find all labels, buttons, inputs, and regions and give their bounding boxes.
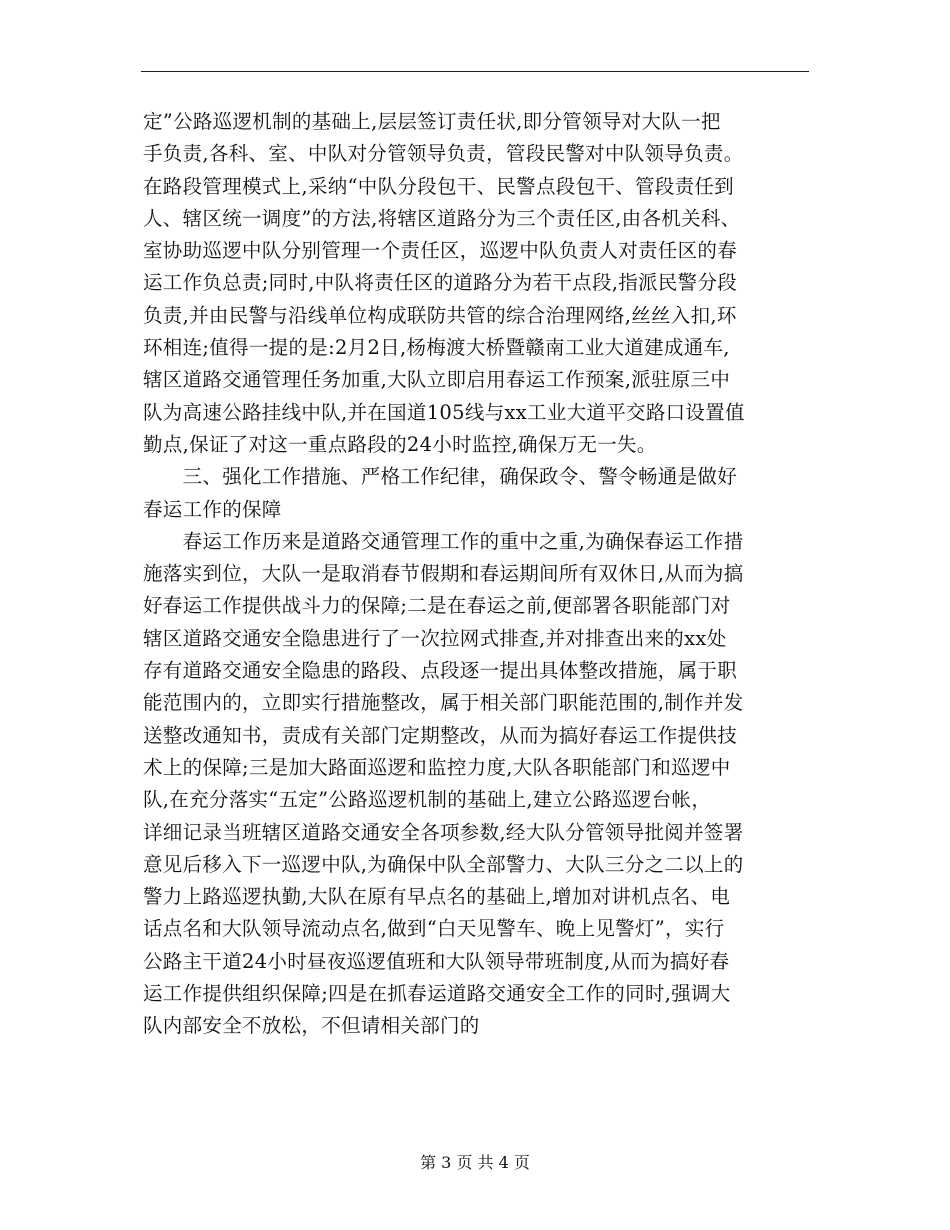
- text-line: 手负责,各科、室、中队对分管领导负责，管段民警对中队领导负责。: [143, 142, 744, 166]
- text-line: 室协助巡逻中队分别管理一个责任区，巡逻中队负责人对责任区的春: [143, 239, 738, 263]
- text-line: 人、辖区统一调度”的方法,将辖区道路分为三个责任区,由各机关科、: [143, 206, 741, 230]
- text-line: 好春运工作提供战斗力的保障;二是在春运之前,便部署各职能部门对: [143, 594, 731, 618]
- text-line: 负责,并由民警与沿线单位构成联防共管的综合治理网络,丝丝入扣,环: [143, 303, 737, 327]
- header-rule: [141, 71, 809, 72]
- text-line: 定”公路巡逻机制的基础上,层层签订责任状,即分管领导对大队一把: [143, 110, 721, 133]
- text-line: 详细记录当班辖区道路交通安全各项参数,经大队分管领导批阅并签署: [143, 820, 744, 844]
- text-line: 春运工作的保障: [143, 497, 282, 521]
- text-line: 话点名和大队领导流动点名,做到“白天见警车、晚上见警灯”，实行: [143, 917, 725, 941]
- text-line: 辖区道路交通安全隐患进行了一次拉网式排查,并对排查出来的xx处: [143, 626, 727, 650]
- text-line: 施落实到位，大队一是取消春节假期和春运期间所有双休日,从而为搞: [143, 562, 744, 586]
- text-line: 辖区道路交通管理任务加重,大队立即启用春运工作预案,派驻原三中: [143, 368, 731, 392]
- text-line: 三、强化工作措施、严格工作纪律，确保政令、警令畅通是做好: [143, 465, 738, 489]
- text-line: 术上的保障;三是加大路面巡逻和监控力度,大队各职能部门和巡逻中: [143, 755, 731, 779]
- text-line: 队内部安全不放松，不但请相关部门的: [143, 1014, 480, 1038]
- text-line: 队,在充分落实“五定”公路巡逻机制的基础上,建立公路巡逻台帐，: [143, 788, 712, 812]
- page-footer: [0, 1153, 950, 1173]
- text-line: 警力上路巡逻执勤,大队在原有早点名的基础上,增加对讲机点名、电: [143, 885, 731, 909]
- text-line: 队为高速公路挂线中队,并在国道105线与xx工业大道平交路口设置值: [143, 400, 745, 424]
- text-line: 运工作提供组织保障;四是在抓春运道路交通安全工作的同时,强调大: [143, 982, 731, 1006]
- text-line: 春运工作历来是道路交通管理工作的重中之重,为确保春运工作措: [143, 529, 744, 553]
- text-line: 运工作负总责;同时,中队将责任区的道路分为若干点段,指派民警分段: [143, 271, 738, 295]
- text-line: 送整改通知书，责成有关部门定期整改，从而为搞好春运工作提供技: [143, 723, 738, 747]
- text-line: 公路主干道24小时昼夜巡逻值班和大队领导带班制度,从而为搞好春: [143, 949, 730, 973]
- text-line: 在路段管理模式上,采纳“中队分段包干、民警点段包干、管段责任到: [143, 174, 734, 198]
- document-body: [143, 106, 815, 1043]
- page-number: 第 3 页 共 4 页: [420, 1153, 530, 1172]
- text-line: 意见后移入下一巡逻中队,为确保中队全部警力、大队三分之二以上的: [143, 852, 744, 876]
- text-line: 勤点,保证了对这一重点路段的24小时监控,确保万无一失。: [143, 432, 657, 456]
- text-line: 环相连;值得一提的是:2月2日,杨梅渡大桥暨赣南工业大道建成通车,: [143, 336, 730, 360]
- text-line: 能范围内的，立即实行措施整改，属于相关部门职能范围的,制作并发: [143, 691, 744, 715]
- text-line: 存有道路交通安全隐患的路段、点段逐一提出具体整改措施，属于职: [143, 659, 738, 683]
